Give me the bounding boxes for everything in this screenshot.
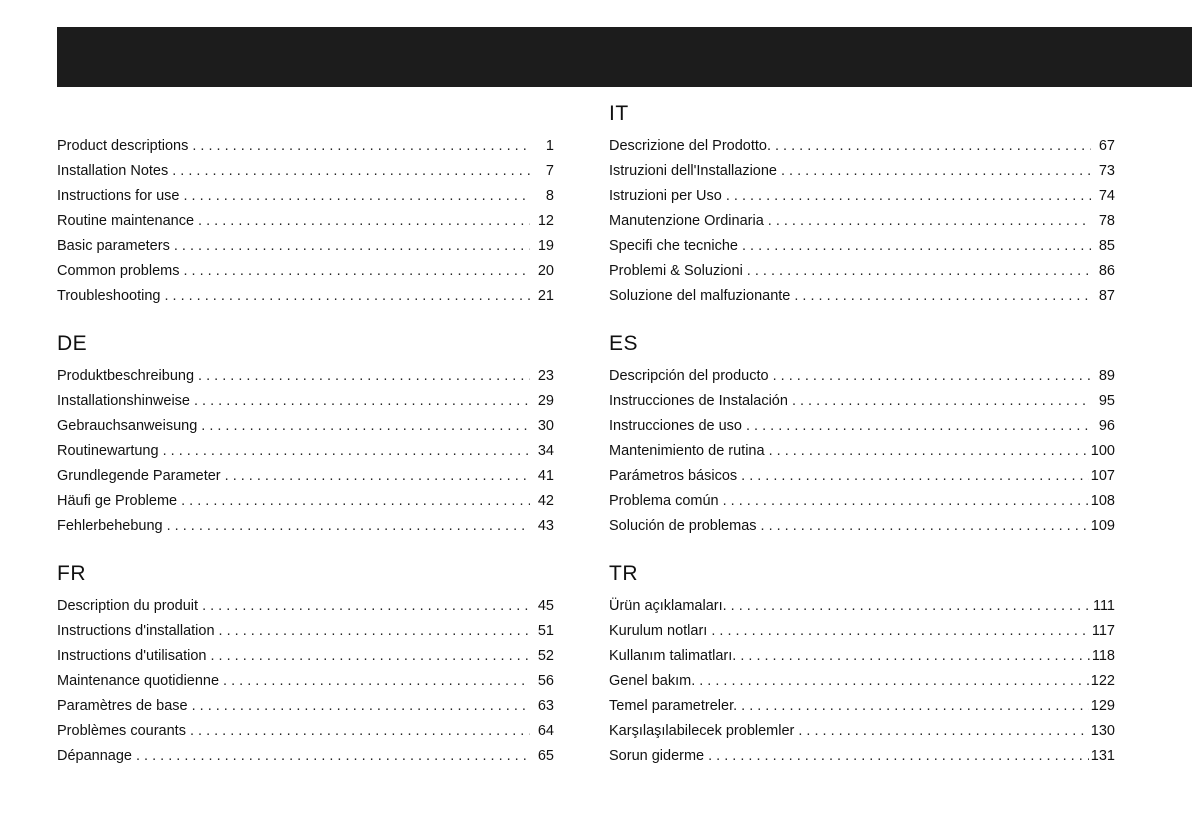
toc-entry[interactable]: [609, 364, 1115, 389]
toc-entry[interactable]: [609, 184, 1115, 209]
dot-leader: [781, 159, 1091, 184]
toc-entry-label: Istruzioni dell'Installazione: [609, 163, 777, 179]
dot-leader: [740, 644, 1090, 669]
toc-entry[interactable]: [57, 669, 554, 694]
toc-entry[interactable]: [609, 159, 1115, 184]
toc-entry-label: Troubleshooting: [57, 288, 161, 304]
toc-entry-page-number: 30: [537, 418, 554, 434]
toc-entry[interactable]: [609, 694, 1115, 719]
toc-entry-label: Maintenance quotidienne: [57, 673, 220, 689]
toc-entry[interactable]: [609, 234, 1115, 259]
toc-entry[interactable]: [609, 284, 1115, 309]
toc-entry-page-number: 21: [537, 288, 554, 304]
toc-entry[interactable]: [609, 389, 1115, 414]
dot-leader: [794, 284, 1091, 309]
toc-entry[interactable]: [57, 364, 554, 389]
toc-entry-label: Routine maintenance: [57, 213, 195, 229]
toc-entry[interactable]: [57, 184, 554, 209]
toc-entry-page-number: 74: [1098, 188, 1115, 204]
toc-entry[interactable]: [57, 489, 554, 514]
toc-entry-page-number: 1: [545, 138, 554, 154]
toc-entry[interactable]: [609, 744, 1115, 769]
toc-entry-label: Genel bakım.: [609, 673, 696, 689]
dot-leader: [699, 669, 1089, 694]
toc-entry-page-number: 51: [537, 623, 554, 639]
toc-entry-page-number: 130: [1090, 723, 1115, 739]
toc-entry-label: Solución de problemas: [609, 518, 757, 534]
toc-entry[interactable]: [57, 464, 554, 489]
dot-leader: [769, 439, 1089, 464]
toc-entry[interactable]: [57, 619, 554, 644]
dot-leader: [741, 464, 1089, 489]
toc-entry[interactable]: [57, 439, 554, 464]
header-bar: [57, 27, 1192, 87]
toc-section: [609, 560, 1115, 769]
toc-entry[interactable]: [609, 134, 1115, 159]
dot-leader: [198, 209, 530, 234]
toc-entry-page-number: 8: [545, 188, 554, 204]
toc-entry-page-number: 89: [1098, 368, 1115, 384]
toc-entry-page-number: 87: [1098, 288, 1115, 304]
dot-leader: [192, 694, 530, 719]
dot-leader: [708, 744, 1089, 769]
dot-leader: [163, 439, 530, 464]
toc-entry-label: Product descriptions: [57, 138, 189, 154]
toc-entry-page-number: 52: [537, 648, 554, 664]
toc-entry[interactable]: [609, 209, 1115, 234]
toc-entry-page-number: 42: [537, 493, 554, 509]
dot-leader: [742, 234, 1091, 259]
section-title: DE: [57, 332, 88, 355]
dot-leader: [798, 719, 1088, 744]
toc-section: [57, 100, 557, 309]
dot-leader: [201, 414, 530, 439]
toc-list: [57, 364, 557, 539]
dot-leader: [184, 259, 531, 284]
toc-entry-page-number: 45: [537, 598, 554, 614]
toc-section: [57, 560, 557, 769]
dot-leader: [181, 489, 530, 514]
toc-entry-label: Instrucciones de Instalación: [609, 393, 788, 409]
toc-entry[interactable]: [57, 514, 554, 539]
dot-leader: [223, 669, 530, 694]
toc-entry[interactable]: [57, 694, 554, 719]
dot-leader: [768, 209, 1091, 234]
toc-entry[interactable]: [57, 284, 554, 309]
toc-entry-label: Parámetros básicos: [609, 468, 738, 484]
dot-leader: [723, 489, 1089, 514]
toc-entry-page-number: 7: [545, 163, 554, 179]
toc-entry[interactable]: [57, 594, 554, 619]
dot-leader: [225, 464, 530, 489]
dot-leader: [192, 134, 530, 159]
toc-entry[interactable]: [609, 514, 1115, 539]
toc-entry[interactable]: [609, 464, 1115, 489]
toc-entry[interactable]: [609, 259, 1115, 284]
toc-entry-page-number: 73: [1098, 163, 1115, 179]
section-title: ES: [609, 332, 639, 355]
toc-entry-label: Basic parameters: [57, 238, 170, 254]
dot-leader: [731, 594, 1091, 619]
toc-entry-label: Common problems: [57, 263, 180, 279]
toc-entry-label: Installationshinweise: [57, 393, 190, 409]
toc-entry-page-number: 111: [1092, 598, 1115, 614]
toc-entry[interactable]: [57, 644, 554, 669]
dot-leader: [184, 184, 531, 209]
dot-leader: [711, 619, 1090, 644]
toc-entry-page-number: 34: [537, 443, 554, 459]
toc-entry[interactable]: [609, 669, 1115, 694]
toc-entry-label: Ürün açıklamaları.: [609, 598, 727, 614]
toc-entry-label: Instructions d'installation: [57, 623, 215, 639]
toc-list: [609, 134, 1115, 309]
toc-entry[interactable]: [57, 134, 554, 159]
toc-entry-label: Problema común: [609, 493, 719, 509]
toc-entry-page-number: 23: [537, 368, 554, 384]
toc-entry-page-number: 19: [537, 238, 554, 254]
dot-leader: [202, 594, 530, 619]
toc-entry-label: Fehlerbehebung: [57, 518, 163, 534]
toc-entry-label: Kullanım talimatları.: [609, 648, 737, 664]
toc-entry-page-number: 12: [537, 213, 554, 229]
dot-leader: [167, 514, 530, 539]
toc-entry-page-number: 29: [537, 393, 554, 409]
toc-entry[interactable]: [609, 414, 1115, 439]
toc-entry-page-number: 109: [1090, 518, 1115, 534]
toc-section: [609, 330, 1115, 539]
toc-entry-page-number: 65: [537, 748, 554, 764]
toc-entry[interactable]: [609, 619, 1115, 644]
toc-entry-label: Descripción del producto: [609, 368, 769, 384]
toc-entry-page-number: 95: [1098, 393, 1115, 409]
toc-entry[interactable]: [57, 744, 554, 769]
toc-entry-label: Mantenimiento de rutina: [609, 443, 765, 459]
toc-entry[interactable]: [57, 259, 554, 284]
toc-entry-page-number: 107: [1090, 468, 1115, 484]
toc-entry-label: Description du produit: [57, 598, 199, 614]
toc-entry-label: Produktbeschreibung: [57, 368, 195, 384]
toc-entry-label: Sorun giderme: [609, 748, 705, 764]
toc-entry-label: Dépannage: [57, 748, 132, 764]
toc-entry[interactable]: [57, 389, 554, 414]
toc-entry[interactable]: [57, 414, 554, 439]
dot-leader: [219, 619, 530, 644]
toc-list: [57, 134, 557, 309]
toc-entry-label: Problemi & Soluzioni: [609, 263, 743, 279]
toc-list: [57, 594, 557, 769]
toc-entry[interactable]: [57, 159, 554, 184]
toc-entry-page-number: 56: [537, 673, 554, 689]
toc-entry-page-number: 117: [1091, 623, 1115, 639]
dot-leader: [747, 259, 1091, 284]
toc-entry-label: Temel parametreler.: [609, 698, 738, 714]
toc-entry-label: Paramètres de base: [57, 698, 188, 714]
toc-entry-label: Häufi ge Probleme: [57, 493, 178, 509]
toc-entry-page-number: 122: [1090, 673, 1115, 689]
dot-leader: [761, 514, 1089, 539]
toc-entry-label: Specifi che tecniche: [609, 238, 738, 254]
toc-entry-page-number: 108: [1090, 493, 1115, 509]
toc-entry-label: Gebrauchsanweisung: [57, 418, 198, 434]
dot-leader: [190, 719, 530, 744]
toc-entry-label: Installation Notes: [57, 163, 169, 179]
section-title: IT: [609, 102, 629, 125]
dot-leader: [172, 159, 530, 184]
toc-entry[interactable]: [609, 489, 1115, 514]
dot-leader: [198, 364, 530, 389]
toc-entry-label: Instrucciones de uso: [609, 418, 742, 434]
toc-column-left: [57, 100, 557, 790]
toc-section: [609, 100, 1115, 309]
toc-column-right: [609, 100, 1115, 790]
dot-leader: [210, 644, 530, 669]
section-title: FR: [57, 562, 86, 585]
toc-entry-label: Istruzioni per Uso: [609, 188, 722, 204]
toc-entry[interactable]: [609, 439, 1115, 464]
toc-entry-page-number: 41: [537, 468, 554, 484]
dot-leader: [741, 694, 1089, 719]
toc-entry-label: Grundlegende Parameter: [57, 468, 221, 484]
toc-entry[interactable]: [609, 719, 1115, 744]
toc-entry[interactable]: [609, 594, 1115, 619]
toc-entry-page-number: 67: [1098, 138, 1115, 154]
toc-entry[interactable]: [57, 719, 554, 744]
toc-list: [609, 364, 1115, 539]
toc-entry-page-number: 20: [537, 263, 554, 279]
toc-entry-label: Instructions d'utilisation: [57, 648, 207, 664]
dot-leader: [194, 389, 530, 414]
toc-entry-page-number: 63: [537, 698, 554, 714]
dot-leader: [164, 284, 530, 309]
toc-entry-label: Manutenzione Ordinaria: [609, 213, 764, 229]
dot-leader: [775, 134, 1091, 159]
toc-entry-page-number: 85: [1098, 238, 1115, 254]
dot-leader: [773, 364, 1091, 389]
section-title: TR: [609, 562, 638, 585]
toc-entry-page-number: 64: [537, 723, 554, 739]
toc-entry-label: Karşılaşılabilecek problemler: [609, 723, 795, 739]
toc-section: [57, 330, 557, 539]
toc-entry-page-number: 100: [1090, 443, 1115, 459]
toc-entry-label: Descrizione del Prodotto.: [609, 138, 771, 154]
toc-entry[interactable]: [57, 234, 554, 259]
toc-entry-label: Routinewartung: [57, 443, 159, 459]
toc-entry-page-number: 129: [1090, 698, 1115, 714]
toc-entry-page-number: 43: [537, 518, 554, 534]
toc-entry-label: Kurulum notları: [609, 623, 708, 639]
toc-entry[interactable]: [57, 209, 554, 234]
toc-entry-page-number: 118: [1091, 648, 1115, 664]
toc-entry-page-number: 131: [1090, 748, 1115, 764]
toc-entry-label: Instructions for use: [57, 188, 180, 204]
dot-leader: [174, 234, 530, 259]
dot-leader: [792, 389, 1091, 414]
toc-entry-page-number: 86: [1098, 263, 1115, 279]
toc-entry-label: Problèmes courants: [57, 723, 186, 739]
dot-leader: [136, 744, 530, 769]
toc-entry-label: Soluzione del malfuzionante: [609, 288, 791, 304]
toc-entry-page-number: 96: [1098, 418, 1115, 434]
toc-entry[interactable]: [609, 644, 1115, 669]
dot-leader: [726, 184, 1091, 209]
dot-leader: [746, 414, 1091, 439]
toc-entry-page-number: 78: [1098, 213, 1115, 229]
toc-list: [609, 594, 1115, 769]
